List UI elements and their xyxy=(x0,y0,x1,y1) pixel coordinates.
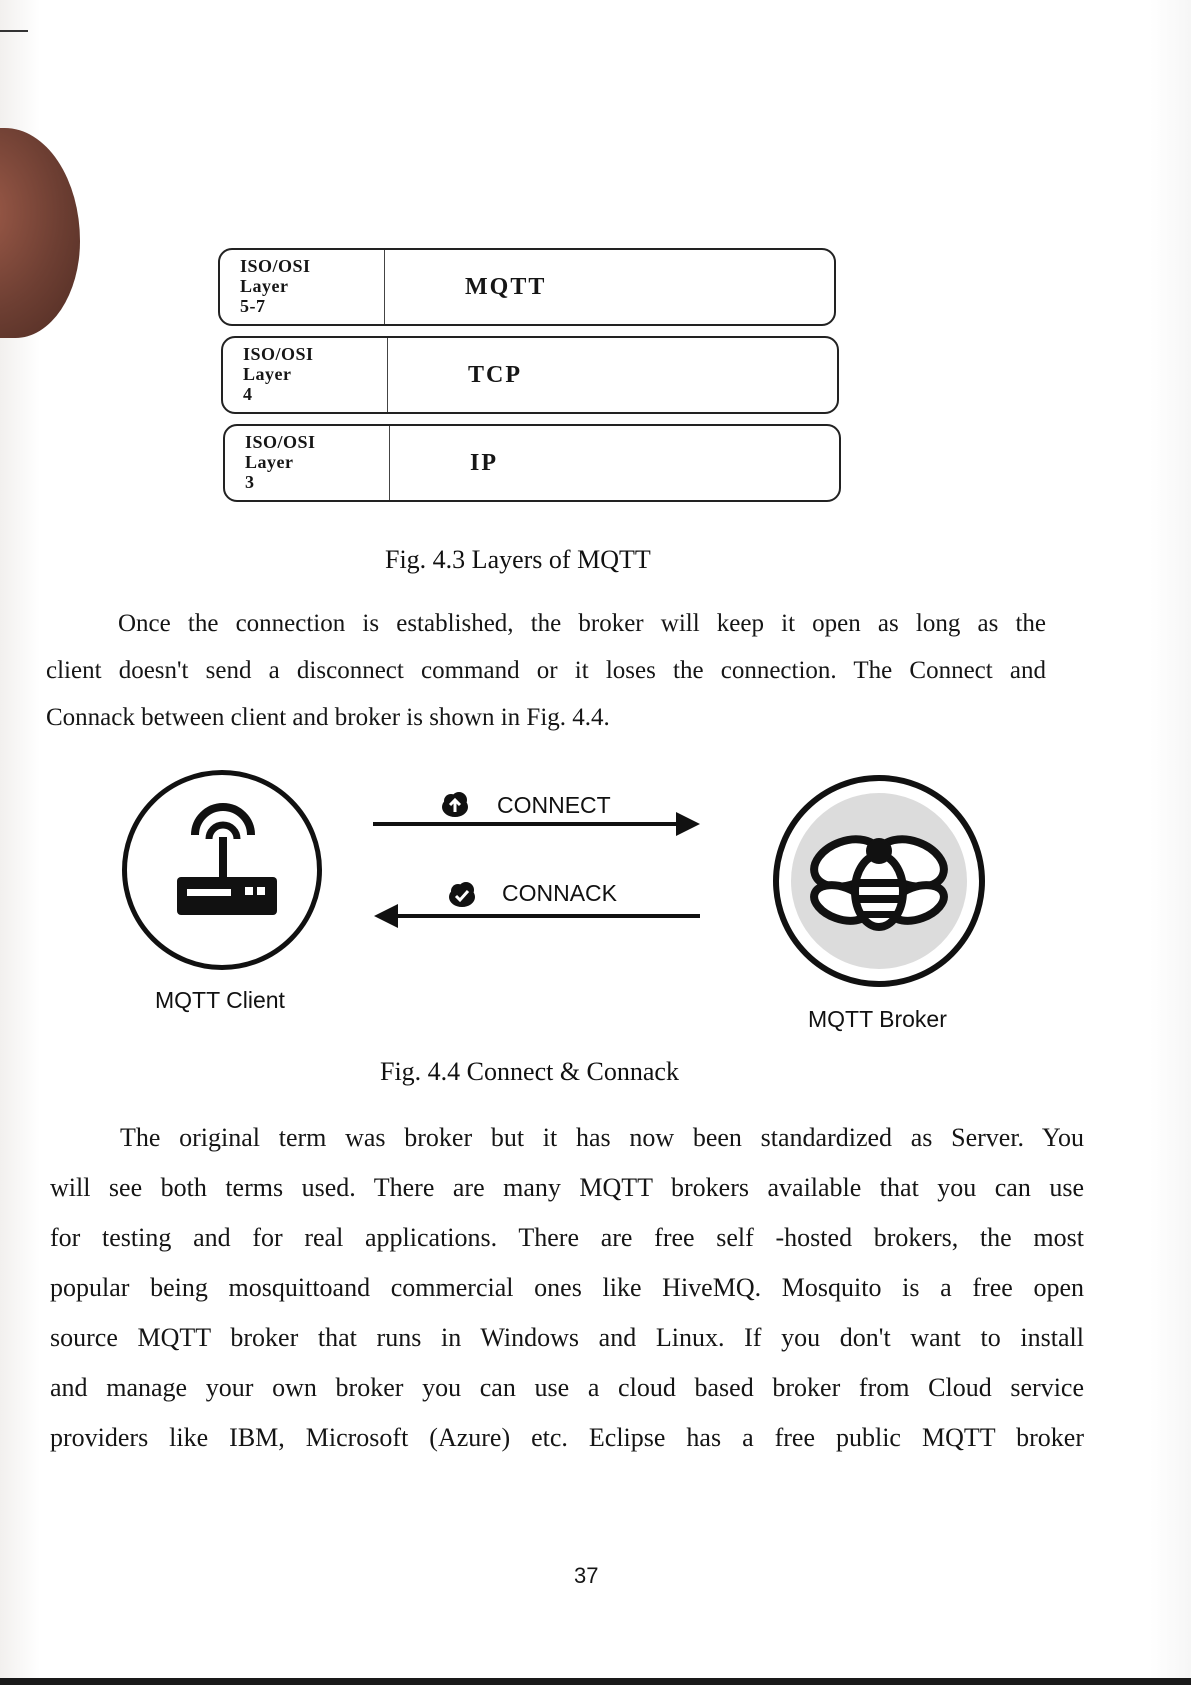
connect-label: CONNECT xyxy=(497,792,611,818)
mqtt-client-label: MQTT Client xyxy=(155,987,285,1013)
layer-label: ISO/OSI Layer 3 xyxy=(245,432,316,492)
layer-protocol: IP xyxy=(470,450,498,476)
connack-arrow xyxy=(394,914,700,918)
mqtt-broker-label: MQTT Broker xyxy=(808,1006,947,1032)
paragraph-line: Connack between client and broker is shown in Fig. 4.4. xyxy=(46,704,610,731)
paragraph-line: client doesn't send a disconnect command or it loses the connection. The Connect and xyxy=(46,657,1046,684)
scan-bottom-edge xyxy=(0,1678,1191,1685)
layer-network xyxy=(223,424,843,502)
paragraph-line: popular being mosquittoand commercial ones like HiveMQ. Mosquito is a free open xyxy=(50,1273,1084,1302)
mqtt-broker-circle xyxy=(773,775,985,987)
connect-arrow xyxy=(373,822,681,826)
layer-transport xyxy=(221,336,841,414)
paragraph-line: and manage your own broker you can use a cloud based broker from Cloud service xyxy=(50,1373,1084,1402)
page-number: 37 xyxy=(574,1563,599,1588)
paragraph-line: source MQTT broker that runs in Windows and Linux. If you don't want to install xyxy=(50,1323,1084,1352)
bee-icon xyxy=(779,781,979,981)
fig44-caption: Fig. 4.4 Connect & Connack xyxy=(380,1057,679,1086)
paragraph-line: Once the connection is established, the broker will keep it open as long as the xyxy=(118,610,1046,637)
paragraph-broker xyxy=(50,1113,1084,1463)
scan-mark xyxy=(0,30,28,32)
mqtt-client-circle xyxy=(122,770,322,970)
connack-label: CONNACK xyxy=(502,880,618,906)
cloud-check-icon xyxy=(447,880,477,910)
router-icon xyxy=(127,775,317,965)
paragraph-line: The original term was broker but it has now been standardized as Server. You xyxy=(120,1123,1084,1152)
paragraph-line: will see both terms used. There are many MQTT brokers available that you can use xyxy=(50,1173,1084,1202)
paragraph-line: providers like IBM, Microsoft (Azure) etc. Eclipse has a free public MQTT broker xyxy=(50,1423,1084,1452)
paragraph-connection xyxy=(46,600,1046,741)
layer-label: ISO/OSI Layer 4 xyxy=(243,344,314,404)
cloud-upload-icon xyxy=(440,790,470,820)
mqtt-layers-diagram xyxy=(218,248,838,512)
arrow-right-icon xyxy=(676,810,702,838)
layer-application xyxy=(218,248,838,326)
arrow-left-icon xyxy=(372,902,398,930)
layer-label: ISO/OSI Layer 5-7 xyxy=(240,256,311,316)
fig43-caption: Fig. 4.3 Layers of MQTT xyxy=(385,545,651,574)
layer-protocol: MQTT xyxy=(465,274,547,300)
paragraph-line: for testing and for real applications. There are free self -hosted brokers, the most xyxy=(50,1223,1084,1252)
layer-protocol: TCP xyxy=(468,362,522,388)
